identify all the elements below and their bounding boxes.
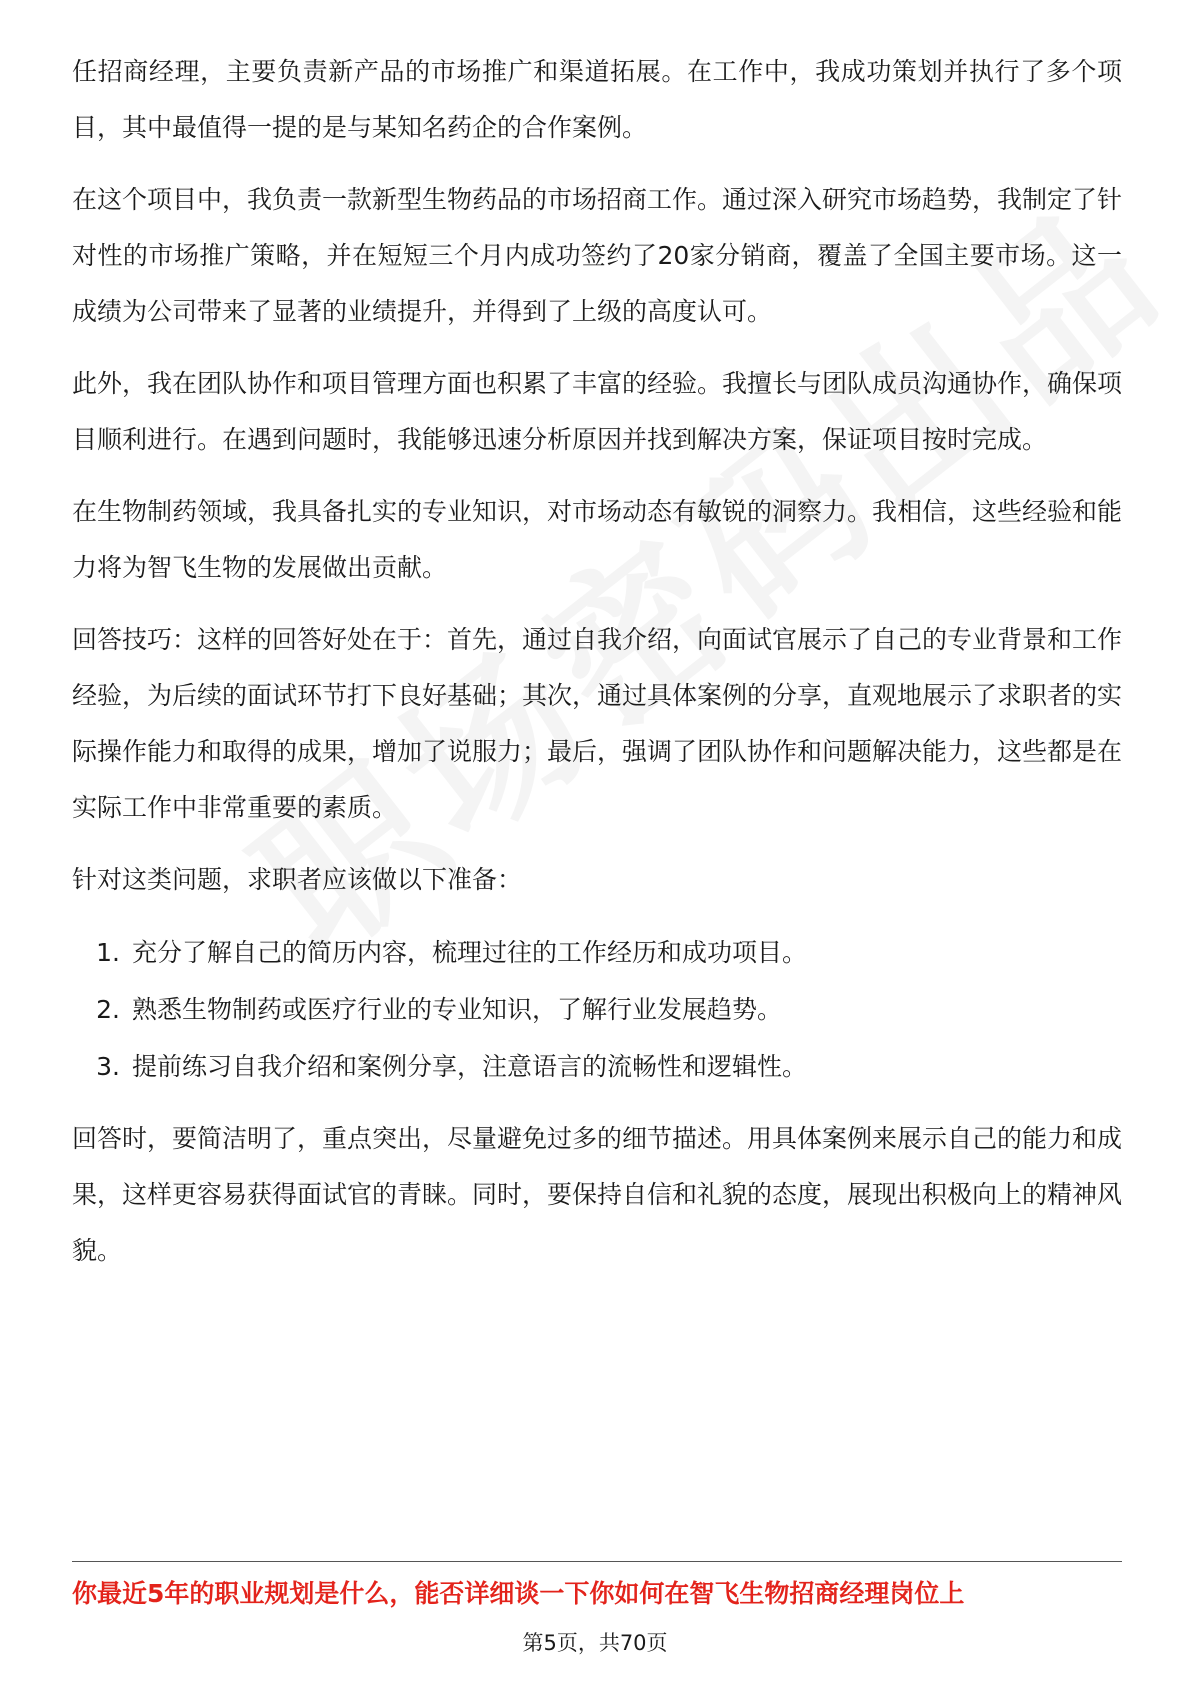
closing-paragraph: 回答时，要简洁明了，重点突出，尽量避免过多的细节描述。用具体案例来展示自己的能力和成果，这样更容易获得面试官的青睐。同时，要保持自信和礼貌的态度，展现出积极向上的精神风貌。 [72, 1124, 1123, 1265]
list-item-text: 熟悉生物制药或医疗行业的专业知识，了解行业发展趋势。 [132, 995, 783, 1024]
list-item-number: 1. [96, 938, 120, 967]
paragraph-1: 任招商经理，主要负责新产品的市场推广和渠道拓展。在工作中，我成功策划并执行了多个项目，其中最值得一提的是与某知名药企的合作案例。 [72, 57, 1122, 142]
footer-divider [72, 1561, 1122, 1562]
preparation-list [72, 924, 1122, 1095]
next-question-heading: 你最近5年的职业规划是什么，能否详细谈一下你如何在智飞生物招商经理岗位上 [72, 1579, 965, 1608]
answer-tips-paragraph: 回答技巧：这样的回答好处在于：首先，通过自我介绍，向面试官展示了自己的专业背景和工作经验，为后续的面试环节打下良好基础；其次，通过具体案例的分享，直观地展示了求职者的实际操作能力和取得的成果，增加了说服力；最后，强调了团队协作和问题解决能力，这些都是在实际工作中非常重要的素质。 [72, 625, 1123, 822]
paragraph-2: 在这个项目中，我负责一款新型生物药品的市场招商工作。通过深入研究市场趋势，我制定了针对性的市场推广策略，并在短短三个月内成功签约了20家分销商，覆盖了全国主要市场。这一成绩为公司带来了显著的业绩提升，并得到了上级的高度认可。 [72, 185, 1123, 326]
page-number: 第5页，共70页 [522, 1631, 668, 1655]
document-body [72, 44, 1122, 1295]
list-item-text: 提前练习自我介绍和案例分享，注意语言的流畅性和逻辑性。 [132, 1052, 808, 1081]
preparation-intro: 针对这类问题，求职者应该做以下准备： [72, 865, 523, 894]
list-item [72, 1038, 1122, 1095]
paragraph-3: 此外，我在团队协作和项目管理方面也积累了丰富的经验。我擅长与团队成员沟通协作，确保项目顺利进行。在遇到问题时，我能够迅速分析原因并找到解决方案，保证项目按时完成。 [72, 369, 1123, 454]
paragraph-4: 在生物制药领域，我具备扎实的专业知识，对市场动态有敏锐的洞察力。我相信，这些经验和能力将为智飞生物的发展做出贡献。 [72, 497, 1123, 582]
list-item-text: 充分了解自己的简历内容，梳理过往的工作经历和成功项目。 [132, 938, 808, 967]
list-item [72, 981, 1122, 1038]
list-item-number: 3. [96, 1052, 120, 1081]
list-item [72, 924, 1122, 981]
list-item-number: 2. [96, 995, 120, 1024]
